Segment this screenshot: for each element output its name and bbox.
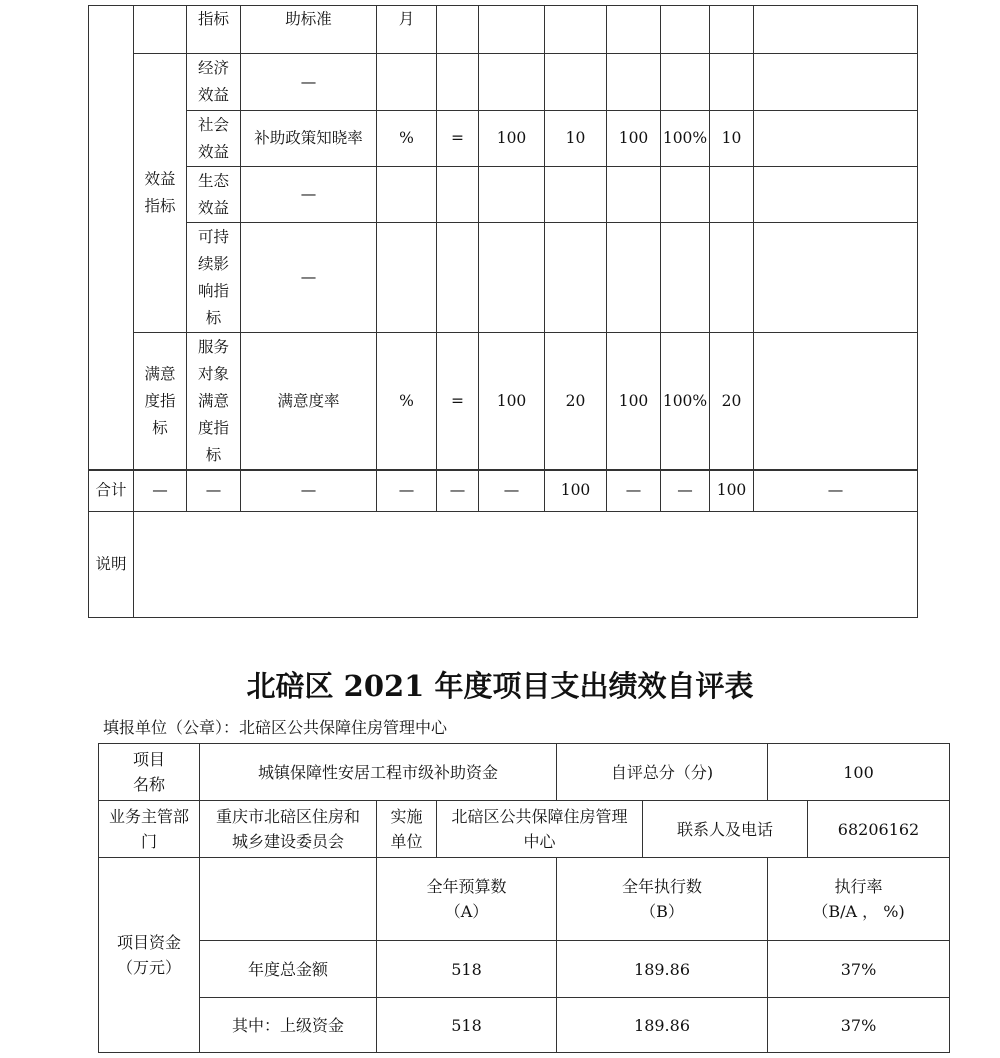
row-budget: 518 [377, 998, 557, 1053]
social-weight: 10 [545, 111, 607, 167]
social-score: 10 [710, 111, 754, 167]
social-benefit-label: 社会 效益 [187, 111, 241, 167]
satisfaction-rate: 100% [661, 333, 710, 471]
total-dash: — [187, 470, 241, 512]
header-standard: 助标准 [241, 6, 377, 54]
total-dash: — [241, 470, 377, 512]
row-label: 年度总金额 [200, 941, 377, 998]
dept-value: 重庆市北碚区住房和 城乡建设委员会 [200, 801, 377, 858]
satisfaction-score: 20 [710, 333, 754, 471]
project-name: 城镇保障性安居工程市级补助资金 [200, 744, 557, 801]
header-month: 月 [377, 6, 437, 54]
left-blank-cell [89, 6, 134, 471]
score-value: 100 [768, 744, 950, 801]
satisfaction-sub-label: 服务 对象 满意 度指 标 [187, 333, 241, 471]
row-rate: 37% [768, 998, 950, 1053]
reporting-unit: 填报单位（公章）：北碚区公共保障住房管理中心 [103, 718, 448, 737]
total-dash: — [607, 470, 661, 512]
header-indicator: 指标 [187, 6, 241, 54]
row-rate: 37% [768, 941, 950, 998]
score-label: 自评总分（分) [557, 744, 768, 801]
satisfaction-name: 满意度率 [241, 333, 377, 471]
ecological-benefit-label: 生态 效益 [187, 167, 241, 223]
total-score: 100 [710, 470, 754, 512]
total-weight: 100 [545, 470, 607, 512]
total-dash: — [479, 470, 545, 512]
satisfaction-target: 100 [479, 333, 545, 471]
economic-benefit-name: — [241, 54, 377, 111]
exec-header: 全年执行数 （B） [557, 858, 768, 941]
contact-value: 68206162 [808, 801, 950, 858]
impl-label: 实施 单位 [377, 801, 437, 858]
contact-label: 联系人及电话 [643, 801, 808, 858]
social-actual: 100 [607, 111, 661, 167]
sustain-name: — [241, 223, 377, 333]
project-name-label: 项目 名称 [99, 744, 200, 801]
social-rate: 100% [661, 111, 710, 167]
total-dash: — [437, 470, 479, 512]
total-dash: — [377, 470, 437, 512]
row-exec: 189.86 [557, 998, 768, 1053]
total-dash: — [661, 470, 710, 512]
page-title: 北碚区 2021 年度项目支出绩效自评表 [246, 669, 754, 703]
satisfaction-indicator-label: 满意 度指 标 [134, 333, 187, 471]
dept-label: 业务主管部 门 [99, 801, 200, 858]
total-dash: — [754, 470, 918, 512]
satisfaction-actual: 100 [607, 333, 661, 471]
economic-benefit-label: 经济 效益 [187, 54, 241, 111]
row-budget: 518 [377, 941, 557, 998]
note-label: 说明 [89, 512, 134, 618]
ecological-benefit-name: — [241, 167, 377, 223]
row-label: 其中：上级资金 [200, 998, 377, 1053]
funds-label: 项目资金 （万元） [99, 858, 200, 1053]
sustain-label: 可持 续影 响指 标 [187, 223, 241, 333]
total-dash: — [134, 470, 187, 512]
social-op: = [437, 111, 479, 167]
indicator-table [88, 5, 918, 471]
benefit-indicator-label: 效益 指标 [134, 54, 187, 333]
social-target: 100 [479, 111, 545, 167]
project-table [98, 743, 950, 1053]
satisfaction-op: = [437, 333, 479, 471]
social-unit: % [377, 111, 437, 167]
note-content [134, 512, 918, 618]
satisfaction-weight: 20 [545, 333, 607, 471]
budget-header: 全年预算数 （A） [377, 858, 557, 941]
total-table [88, 469, 918, 618]
total-label: 合计 [89, 470, 134, 512]
social-benefit-name: 补助政策知晓率 [241, 111, 377, 167]
satisfaction-unit: % [377, 333, 437, 471]
row-exec: 189.86 [557, 941, 768, 998]
impl-value: 北碚区公共保障住房管理 中心 [437, 801, 643, 858]
rate-header: 执行率 （B/A ， %) [768, 858, 950, 941]
